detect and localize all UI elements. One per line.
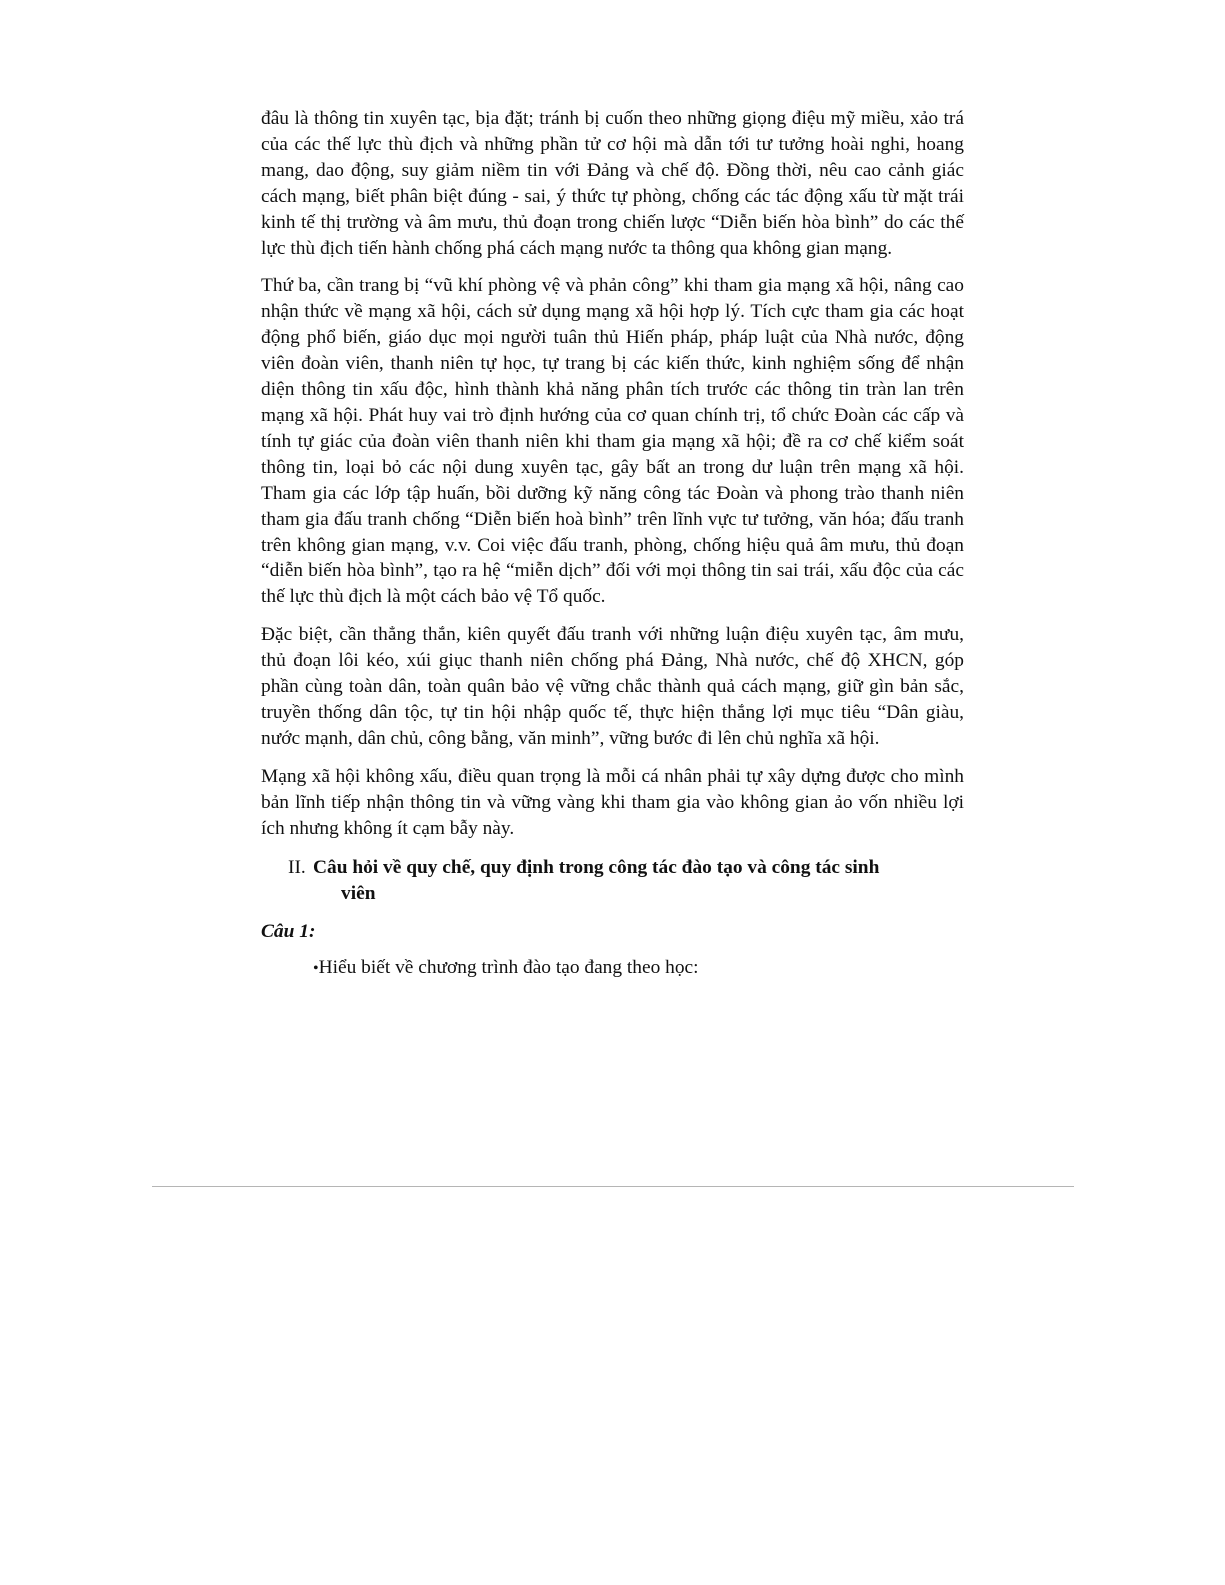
section-title [313,855,964,907]
paragraph: đâu là thông tin xuyên tạc, bịa đặt; tránh bị cuốn theo những giọng điệu mỹ miều, xảo trá của các thế lực thù địch và những phần tử cơ hội mà dẫn tới tư tưởng hoài nghi, hoang mang, dao động, suy giảm niềm tin với Đảng và chế độ. Đồng thời, nêu cao cảnh giác cách mạng, biết phân biệt đúng - sai, ý thức tự phòng, chống các tác động xấu từ mặt trái kinh tế thị trường và âm mưu, thủ đoạn trong chiến lược “Diễn biến hòa bình” do các thế lực thù địch tiến hành chống phá cách mạng nước ta thông qua không gian mạng. [261,108,964,259]
section-heading [288,855,964,907]
section-title-line2: viên [341,883,376,905]
paragraph: Thứ ba, cần trang bị “vũ khí phòng vệ và phản công” khi tham gia mạng xã hội, nâng cao nhận thức về mạng xã hội, cách sử dụng mạng xã hội hợp lý. Tích cực tham gia các hoạt động phổ biến, giáo dục mọi người tuân thủ Hiến pháp, pháp luật của Nhà nước, động viên đoàn viên, thanh niên tự học, tự trang bị các kiến thức, kinh nghiệm sống để nhận diện thông tin xấu độc, hình thành khả năng phân tích trước các thông tin tràn lan trên mạng xã hội. Phát huy vai trò định hướng của cơ quan chính trị, tổ chức Đoàn các cấp và tính tự giác của đoàn viên thanh niên khi tham gia mạng xã hội; đề ra cơ chế kiểm soát thông tin, loại bỏ các nội dung xuyên tạc, gây bất an trong dư luận trên mạng xã hội. Tham gia các lớp tập huấn, bồi dưỡng kỹ năng công tác Đoàn và phong trào thanh niên tham gia đấu tranh chống “Diễn biến hoà bình” trên lĩnh vực tư tưởng, văn hóa; đấu tranh trên không gian mạng, v.v. Coi việc đấu tranh, phòng, chống hiệu quả âm mưu, thủ đoạn “diễn biến hòa bình”, tạo ra hệ “miễn dịch” đối với mọi thông tin sai trái, xấu độc của các thế lực thù địch là một cách bảo vệ Tổ quốc. [261,275,964,608]
page-divider [152,1186,1074,1187]
paragraph: Mạng xã hội không xấu, điều quan trọng là mỗi cá nhân phải tự xây dựng được cho mình bản lĩnh tiếp nhận thông tin và vững vàng khi tham gia vào không gian ảo vốn nhiều lợi ích nhưng không ít cạm bẫy này. [261,765,964,839]
section-title-line1: Câu hỏi về quy chế, quy định trong công tác đào tạo và công tác sinh [313,857,880,879]
bullet-item [313,955,964,982]
section-number: II. [288,857,306,879]
question-label: Câu 1: [261,921,316,943]
page-content [261,106,964,982]
bullet-symbol: • [313,960,319,978]
paragraph: Đặc biệt, cần thẳng thắn, kiên quyết đấu tranh với những luận điệu xuyên tạc, âm mưu, thủ đoạn lôi kéo, xúi giục thanh niên chống phá Đảng, Nhà nước, chế độ XHCN, góp phần cùng toàn dân, toàn quân bảo vệ vững chắc thành quả cách mạng, giữ gìn bản sắc, truyền thống dân tộc, tự tin hội nhập quốc tế, thực hiện thắng lợi mục tiêu “Dân giàu, nước mạnh, dân chủ, công bằng, văn minh”, vững bước đi lên chủ nghĩa xã hội. [261,624,964,749]
bullet-text: Hiểu biết về chương trình đào tạo đang theo học: [318,957,699,979]
